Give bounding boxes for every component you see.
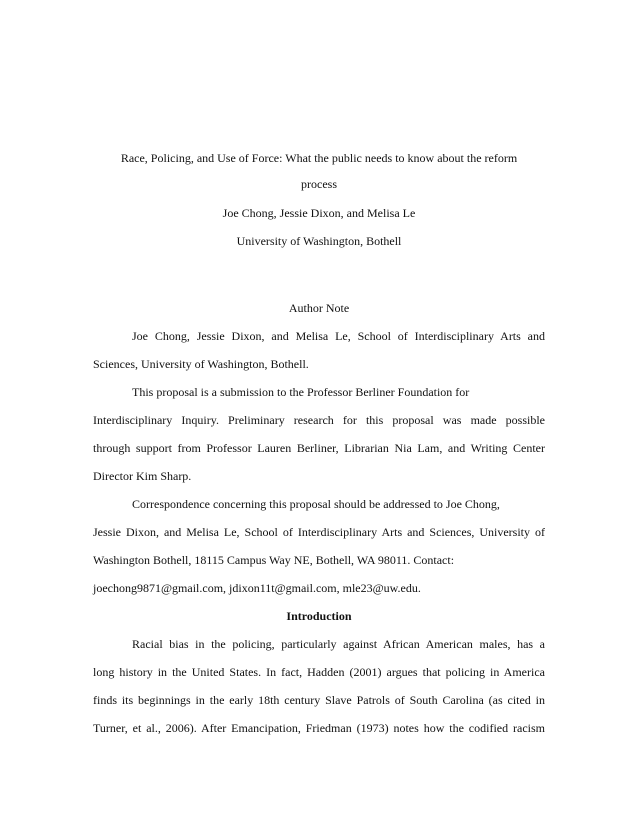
- affiliation-line: University of Washington, Bothell: [236, 234, 402, 248]
- introduction-line-1: Racial bias in the policing, particularly against African American males, has a: [132, 637, 545, 651]
- author-note-line-8: Jessie Dixon, and Melisa Le, School of Interdisciplinary Arts and Sciences, University of: [93, 525, 545, 539]
- title-line-1: Race, Policing, and Use of Force: What the public needs to know about the reform: [120, 151, 518, 165]
- introduction-heading: Introduction: [286, 609, 352, 623]
- author-note-line-4: Interdisciplinary Inquiry. Preliminary research for this proposal was made possible: [93, 413, 545, 427]
- author-note-heading: Author Note: [288, 301, 350, 315]
- introduction-line-2: long history in the United States. In fact, Hadden (2001) argues that policing in America: [93, 665, 545, 679]
- introduction-line-3: finds its beginnings in the early 18th century Slave Patrols of South Carolina (as cited in: [93, 693, 545, 707]
- author-note-line-6: Director Kim Sharp.: [93, 469, 192, 483]
- author-note-line-1: Joe Chong, Jessie Dixon, and Melisa Le, School of Interdisciplinary Arts and: [132, 329, 545, 343]
- author-note-line-2: Sciences, University of Washington, Bothell.: [93, 357, 309, 371]
- author-note-line-9: Washington Bothell, 18115 Campus Way NE, Bothell, WA 98011. Contact:: [93, 553, 455, 567]
- title-line-2: process: [301, 177, 337, 191]
- introduction-line-4: Turner, et al., 2006). After Emancipation, Friedman (1973) notes how the codified racism: [93, 721, 545, 735]
- author-note-line-10: joechong9871@gmail.com, jdixon11t@gmail.com, mle23@uw.edu.: [93, 581, 421, 595]
- author-note-line-5: through support from Professor Lauren Berliner, Librarian Nia Lam, and Writing Center: [93, 441, 545, 455]
- author-note-line-3: This proposal is a submission to the Professor Berliner Foundation for: [132, 385, 470, 399]
- author-note-line-7: Correspondence concerning this proposal should be addressed to Joe Chong,: [132, 497, 500, 511]
- authors-line: Joe Chong, Jessie Dixon, and Melisa Le: [222, 206, 416, 220]
